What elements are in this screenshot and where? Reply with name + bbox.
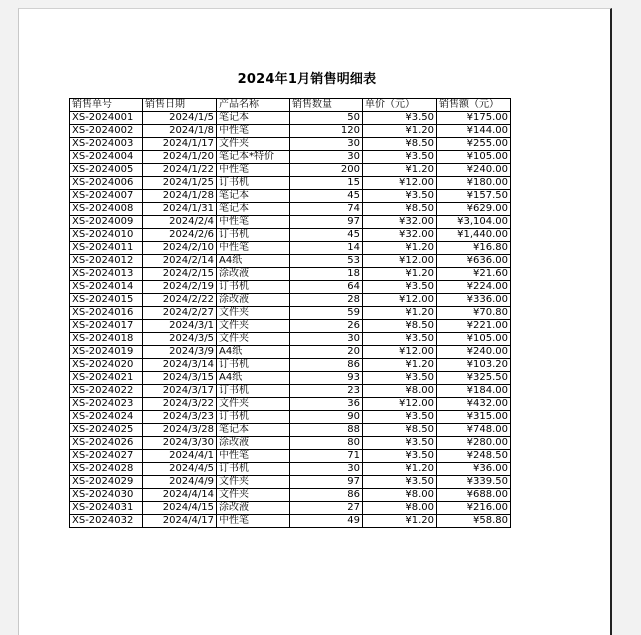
cell-unit-price: ¥3.50 [363,333,437,346]
table-row [70,307,511,320]
cell-unit-price: ¥32.00 [363,229,437,242]
cell-amount: ¥1,440.00 [437,229,511,242]
cell-amount: ¥224.00 [437,281,511,294]
cell-unit-price: ¥1.20 [363,515,437,528]
cell-unit-price: ¥32.00 [363,216,437,229]
cell-sale-date: 2024/4/15 [143,502,217,515]
cell-product-name: 订书机 [217,411,290,424]
table-row [70,268,511,281]
cell-sale-date: 2024/4/14 [143,489,217,502]
cell-amount: ¥36.00 [437,463,511,476]
header-sale-date: 销售日期 [143,99,217,112]
cell-sale-date: 2024/1/5 [143,112,217,125]
cell-quantity: 20 [290,346,363,359]
cell-sale-date: 2024/4/1 [143,450,217,463]
cell-quantity: 74 [290,203,363,216]
cell-sale-date: 2024/1/17 [143,138,217,151]
cell-sale-date: 2024/3/28 [143,424,217,437]
table-row [70,138,511,151]
table-row [70,203,511,216]
cell-product-name: 文件夹 [217,320,290,333]
cell-order-id: XS-2024026 [70,437,143,450]
cell-quantity: 88 [290,424,363,437]
cell-product-name: 文件夹 [217,138,290,151]
cell-amount: ¥70.80 [437,307,511,320]
cell-quantity: 45 [290,190,363,203]
cell-sale-date: 2024/4/5 [143,463,217,476]
cell-amount: ¥144.00 [437,125,511,138]
cell-sale-date: 2024/2/15 [143,268,217,281]
table-row [70,333,511,346]
cell-amount: ¥216.00 [437,502,511,515]
cell-quantity: 53 [290,255,363,268]
cell-amount: ¥3,104.00 [437,216,511,229]
cell-order-id: XS-2024018 [70,333,143,346]
table-row [70,229,511,242]
cell-unit-price: ¥3.50 [363,437,437,450]
cell-amount: ¥240.00 [437,164,511,177]
cell-unit-price: ¥3.50 [363,190,437,203]
cell-quantity: 97 [290,476,363,489]
cell-quantity: 30 [290,151,363,164]
cell-sale-date: 2024/4/9 [143,476,217,489]
cell-product-name: 订书机 [217,463,290,476]
cell-sale-date: 2024/1/25 [143,177,217,190]
cell-order-id: XS-2024016 [70,307,143,320]
table-row [70,255,511,268]
cell-sale-date: 2024/1/20 [143,151,217,164]
cell-order-id: XS-2024031 [70,502,143,515]
cell-unit-price: ¥3.50 [363,372,437,385]
cell-order-id: XS-2024007 [70,190,143,203]
cell-quantity: 36 [290,398,363,411]
cell-product-name: 订书机 [217,177,290,190]
cell-unit-price: ¥8.50 [363,424,437,437]
cell-unit-price: ¥12.00 [363,294,437,307]
table-row [70,346,511,359]
cell-order-id: XS-2024003 [70,138,143,151]
cell-product-name: 文件夹 [217,489,290,502]
cell-sale-date: 2024/3/17 [143,385,217,398]
cell-product-name: 中性笔 [217,125,290,138]
table-row [70,112,511,125]
table-row [70,450,511,463]
cell-product-name: 笔记本 [217,190,290,203]
cell-sale-date: 2024/2/14 [143,255,217,268]
cell-product-name: A4纸 [217,255,290,268]
cell-product-name: 笔记本*特价 [217,151,290,164]
cell-amount: ¥629.00 [437,203,511,216]
table-row [70,320,511,333]
cell-sale-date: 2024/1/31 [143,203,217,216]
table-row [70,489,511,502]
cell-amount: ¥315.00 [437,411,511,424]
cell-order-id: XS-2024032 [70,515,143,528]
document-page [18,8,612,635]
table-row [70,164,511,177]
cell-quantity: 30 [290,333,363,346]
cell-quantity: 59 [290,307,363,320]
cell-unit-price: ¥8.50 [363,203,437,216]
cell-sale-date: 2024/3/1 [143,320,217,333]
cell-unit-price: ¥1.20 [363,307,437,320]
table-row [70,242,511,255]
cell-order-id: XS-2024008 [70,203,143,216]
cell-product-name: 笔记本 [217,112,290,125]
cell-order-id: XS-2024023 [70,398,143,411]
cell-order-id: XS-2024017 [70,320,143,333]
cell-amount: ¥248.50 [437,450,511,463]
cell-product-name: A4纸 [217,346,290,359]
table-row [70,372,511,385]
cell-unit-price: ¥8.50 [363,320,437,333]
cell-product-name: 订书机 [217,359,290,372]
table-row [70,190,511,203]
cell-amount: ¥339.50 [437,476,511,489]
cell-sale-date: 2024/1/8 [143,125,217,138]
cell-amount: ¥21.60 [437,268,511,281]
cell-order-id: XS-2024013 [70,268,143,281]
cell-quantity: 50 [290,112,363,125]
cell-unit-price: ¥8.00 [363,385,437,398]
cell-amount: ¥58.80 [437,515,511,528]
cell-unit-price: ¥1.20 [363,268,437,281]
cell-unit-price: ¥12.00 [363,177,437,190]
cell-order-id: XS-2024028 [70,463,143,476]
cell-amount: ¥432.00 [437,398,511,411]
cell-product-name: 文件夹 [217,476,290,489]
cell-amount: ¥240.00 [437,346,511,359]
cell-amount: ¥325.50 [437,372,511,385]
cell-order-id: XS-2024005 [70,164,143,177]
cell-amount: ¥688.00 [437,489,511,502]
cell-order-id: XS-2024029 [70,476,143,489]
header-unit-price: 单价（元） [363,99,437,112]
cell-product-name: 文件夹 [217,398,290,411]
cell-order-id: XS-2024022 [70,385,143,398]
cell-order-id: XS-2024006 [70,177,143,190]
cell-product-name: 中性笔 [217,164,290,177]
cell-sale-date: 2024/2/19 [143,281,217,294]
cell-product-name: 中性笔 [217,515,290,528]
cell-sale-date: 2024/2/22 [143,294,217,307]
cell-sale-date: 2024/2/6 [143,229,217,242]
table-row [70,385,511,398]
table-row [70,502,511,515]
table-row [70,359,511,372]
cell-order-id: XS-2024010 [70,229,143,242]
table-row [70,151,511,164]
cell-sale-date: 2024/2/10 [143,242,217,255]
cell-unit-price: ¥12.00 [363,255,437,268]
cell-product-name: 订书机 [217,229,290,242]
cell-quantity: 26 [290,320,363,333]
cell-unit-price: ¥3.50 [363,476,437,489]
cell-order-id: XS-2024030 [70,489,143,502]
cell-sale-date: 2024/4/17 [143,515,217,528]
cell-order-id: XS-2024027 [70,450,143,463]
cell-product-name: 订书机 [217,281,290,294]
cell-sale-date: 2024/3/9 [143,346,217,359]
cell-sale-date: 2024/3/23 [143,411,217,424]
table-body [70,112,511,528]
cell-unit-price: ¥3.50 [363,112,437,125]
cell-quantity: 86 [290,359,363,372]
cell-amount: ¥180.00 [437,177,511,190]
cell-sale-date: 2024/2/27 [143,307,217,320]
cell-order-id: XS-2024025 [70,424,143,437]
cell-quantity: 30 [290,463,363,476]
cell-amount: ¥105.00 [437,333,511,346]
cell-amount: ¥175.00 [437,112,511,125]
cell-quantity: 18 [290,268,363,281]
table-row [70,281,511,294]
table-row [70,515,511,528]
cell-product-name: 涂改液 [217,502,290,515]
cell-unit-price: ¥3.50 [363,450,437,463]
header-product-name: 产品名称 [217,99,290,112]
cell-product-name: 涂改液 [217,294,290,307]
cell-unit-price: ¥8.00 [363,502,437,515]
table-row [70,398,511,411]
cell-quantity: 27 [290,502,363,515]
cell-amount: ¥636.00 [437,255,511,268]
cell-unit-price: ¥1.20 [363,164,437,177]
cell-unit-price: ¥8.00 [363,489,437,502]
cell-product-name: 中性笔 [217,216,290,229]
cell-amount: ¥748.00 [437,424,511,437]
cell-quantity: 30 [290,138,363,151]
table-row [70,125,511,138]
cell-product-name: 中性笔 [217,242,290,255]
cell-quantity: 90 [290,411,363,424]
page-title: 2024年1月销售明细表 [237,72,377,87]
cell-quantity: 15 [290,177,363,190]
cell-unit-price: ¥12.00 [363,346,437,359]
cell-order-id: XS-2024001 [70,112,143,125]
cell-quantity: 64 [290,281,363,294]
cell-order-id: XS-2024019 [70,346,143,359]
table-row [70,411,511,424]
cell-quantity: 28 [290,294,363,307]
cell-sale-date: 2024/3/15 [143,372,217,385]
cell-order-id: XS-2024014 [70,281,143,294]
cell-sale-date: 2024/2/4 [143,216,217,229]
cell-product-name: 涂改液 [217,268,290,281]
cell-quantity: 86 [290,489,363,502]
cell-order-id: XS-2024015 [70,294,143,307]
cell-sale-date: 2024/3/30 [143,437,217,450]
cell-product-name: 文件夹 [217,333,290,346]
cell-product-name: 订书机 [217,385,290,398]
cell-order-id: XS-2024002 [70,125,143,138]
cell-sale-date: 2024/1/28 [143,190,217,203]
cell-amount: ¥16.80 [437,242,511,255]
cell-product-name: 笔记本 [217,424,290,437]
cell-amount: ¥157.50 [437,190,511,203]
cell-order-id: XS-2024011 [70,242,143,255]
cell-amount: ¥184.00 [437,385,511,398]
cell-quantity: 14 [290,242,363,255]
cell-sale-date: 2024/3/22 [143,398,217,411]
cell-product-name: 涂改液 [217,437,290,450]
table-row [70,177,511,190]
cell-product-name: 中性笔 [217,450,290,463]
cell-unit-price: ¥1.20 [363,125,437,138]
cell-amount: ¥336.00 [437,294,511,307]
table-row [70,476,511,489]
cell-quantity: 71 [290,450,363,463]
cell-amount: ¥280.00 [437,437,511,450]
cell-unit-price: ¥3.50 [363,281,437,294]
cell-quantity: 97 [290,216,363,229]
cell-order-id: XS-2024021 [70,372,143,385]
cell-sale-date: 2024/1/22 [143,164,217,177]
table-row [70,437,511,450]
cell-amount: ¥255.00 [437,138,511,151]
cell-amount: ¥103.20 [437,359,511,372]
cell-unit-price: ¥8.50 [363,138,437,151]
cell-quantity: 200 [290,164,363,177]
header-order-id: 销售单号 [70,99,143,112]
table-header-row [70,99,511,112]
cell-sale-date: 2024/3/14 [143,359,217,372]
cell-order-id: XS-2024009 [70,216,143,229]
cell-unit-price: ¥1.20 [363,359,437,372]
cell-order-id: XS-2024020 [70,359,143,372]
cell-order-id: XS-2024012 [70,255,143,268]
cell-amount: ¥105.00 [437,151,511,164]
cell-unit-price: ¥3.50 [363,151,437,164]
table-row [70,294,511,307]
cell-product-name: A4纸 [217,372,290,385]
cell-quantity: 23 [290,385,363,398]
cell-unit-price: ¥3.50 [363,411,437,424]
cell-sale-date: 2024/3/5 [143,333,217,346]
table-row [70,463,511,476]
table-row [70,216,511,229]
table-row [70,424,511,437]
sales-detail-table [69,98,511,528]
cell-unit-price: ¥1.20 [363,463,437,476]
header-quantity: 销售数量 [290,99,363,112]
cell-order-id: XS-2024004 [70,151,143,164]
cell-quantity: 49 [290,515,363,528]
cell-amount: ¥221.00 [437,320,511,333]
cell-unit-price: ¥12.00 [363,398,437,411]
cell-quantity: 93 [290,372,363,385]
cell-quantity: 120 [290,125,363,138]
cell-unit-price: ¥1.20 [363,242,437,255]
cell-quantity: 45 [290,229,363,242]
cell-product-name: 笔记本 [217,203,290,216]
cell-quantity: 80 [290,437,363,450]
cell-order-id: XS-2024024 [70,411,143,424]
header-amount: 销售额（元） [437,99,511,112]
cell-product-name: 文件夹 [217,307,290,320]
